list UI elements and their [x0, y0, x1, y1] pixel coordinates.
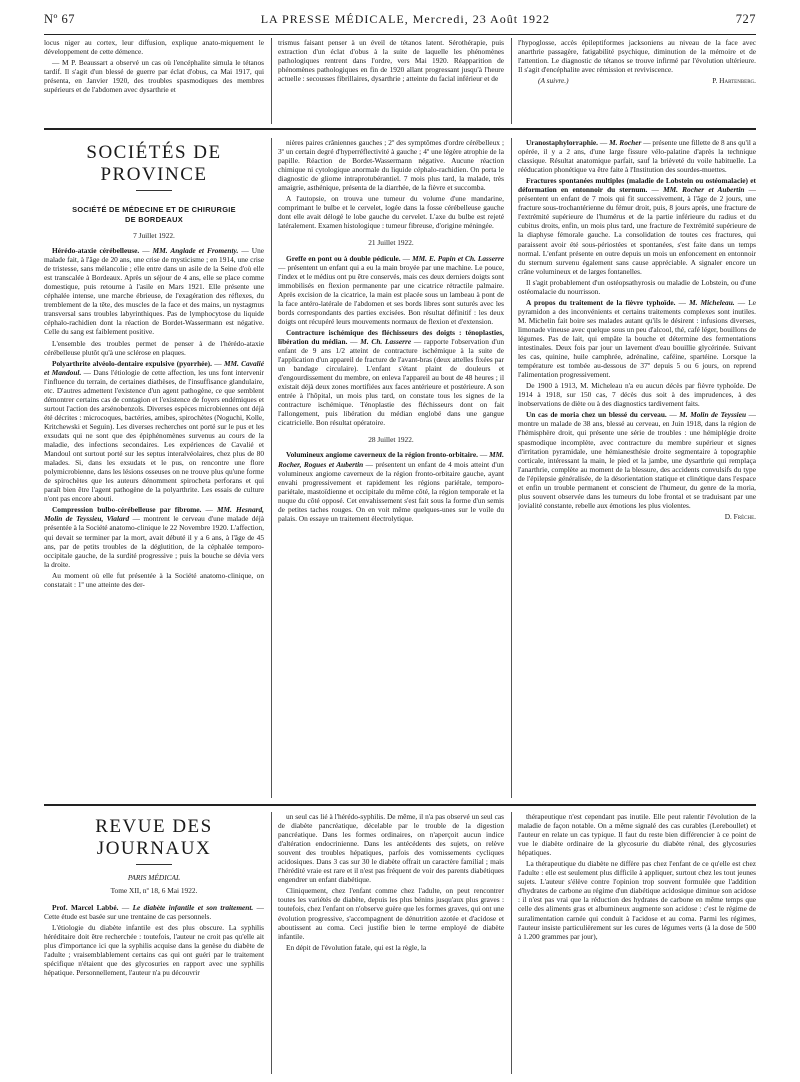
- column-divider: [271, 38, 272, 124]
- article-body: nières paires crâniennes gauches ; 2º des symptômes d'ordre cérébelleux ; 3º un certain degré d'hyperréflectivité à gauche ; 4º une légère atrophie de la papille. Réaction de Bordet-Wassermann négative. Aucune réaction chimique ni cytologique anormale du liquide céphalo-rachidien. On porta le diagnostic de gliome intraprotubérantiel. 7 mois plus tard, la malade, très amaigrie, asthénique, présenta de la diarrhée, de la fièvre et succomba.: [278, 138, 504, 193]
- running-title: LA PRESSE MÉDICALE, Mercredi, 23 Août 1922: [260, 12, 551, 26]
- article-title: Fractures spontanées multiples (maladie de Lobstein ou ostéomalacie) et déformation en entonnoir du sternum.: [518, 176, 756, 195]
- revue-column-1: [44, 812, 264, 1074]
- section-title-revue: REVUE DES JOURNAUX: [95, 816, 213, 859]
- article-body: A l'autopsie, on trouva une tumeur du volume d'une mandarine, comprimant le bulbe et le cervelet, logée dans la fosse cérébelleuse gauche dont elle avait délogé le lobe gauche du cervelet. L'axe du bulbe est rejeté latéralement. Examen histologique : tumeur fibreuse, d'origine méningée.: [278, 194, 504, 231]
- societes-column-2: [278, 138, 504, 798]
- article-paragraph: [278, 194, 504, 230]
- article-paragraph: [278, 886, 504, 940]
- article-authors: MM. Anglade et Fromenty.: [152, 246, 239, 256]
- revue-column-3: [518, 812, 756, 1074]
- article-body: présentent un enfant de 4 mois atteint d'un volumineux angiome caverneux de la région fronto-orbitaire gauche, ayant envahi progressivement et rapidement les régions pariétale, temporo-pariétale, mastoïdienne et occipitale du même côté, la région temporale et la nuque du côté opposé. Cet envahissement s'est fait sous la forme d'un semis de petites taches rouges. On en voit même quelques-unes sur le voile du palais. On essaye un traitement électrolytique.: [278, 459, 504, 523]
- article-body: Au moment où elle fut présentée à la Société anatomo-clinique, on constatait : 1º une atteinte des der-: [44, 570, 264, 589]
- column-divider: [511, 138, 512, 798]
- article-paragraph: [44, 923, 264, 977]
- article-title: Volumineux angiome caverneux de la région fronto-orbitaire.: [286, 450, 479, 460]
- meeting-date: 7 Juillet 1922.: [133, 231, 175, 240]
- article-body: De 1900 à 1913, M. Micheleau n'a eu aucun décès par fièvre typhoïde. De 1914 à 1918, sur 150 cas, 7 décès dus soit à des imprudences, à des inobservations de diète ou à des diagnostics tardivement faits.: [518, 381, 756, 409]
- article-authors: MM. Rocher et Aubertin: [663, 185, 745, 195]
- section-rule: [44, 128, 756, 130]
- header-rule: [44, 34, 756, 35]
- article-paragraph: [278, 943, 504, 952]
- article-paragraph: [44, 339, 264, 357]
- article-paragraph: [278, 138, 504, 192]
- paragraph-list: [278, 450, 504, 522]
- top-paragraph: l'hypoglosse, accès épileptiformes jacksoniens au niveau de la face avec anarthrie passagère, fatigabilité psychique, diminution de la mémoire et de l'attention. Le diagnostic de tétanos se trouve infirmé par l'évolution ultérieure. Il s'agit d'encéphalite avec rémission et reviviscence.: [518, 38, 756, 75]
- article-body: Dans l'étiologie de cette affection, les uns font intervenir l'influence du terrain, de certaines diathèses, de l'insuffisance glandulaire, etc. D'autres admettent l'existence d'un agent pathogène, ce que semblent démontrer certains cas de contagion et l'existence de foyers endémiques et surtout l'action des arsénobenzols. Diverses espèces microbiennes ont déjà été décrites : microcoques, bactéries, amibes, spirochètes (Noguchi, Kolle, Kritchewski et Seguin). Les diverses recherches ont porté sur le pus et les exsudats qui ne sont que des épiphénomènes survenus au cours de la maladie, des infections secondaires. Les expériences de Cavalié et Mandoul ont surtout porté sur les septus interalvéolaires, chez plus de 80 malades. Si, dans les exsudats et le pus, on rencontre une flore polymicrobienne, dans les lésions osseuses on ne trouve plus qu'une forme de spirochètes que les auteurs dénomment spirocheta perforans et qui paraît bien être l'agent pathogène de la polyarthrite. Les essais de culture n'ont pas encore abouti.: [44, 367, 264, 504]
- article-paragraph: Hérédo-ataxie cérébelleuse. — MM. Anglade et Fromenty. — Une malade fait, à l'âge de 20 ans, une crise de mysticisme ; en 1914, une crise de tristesse, sans mélancolie ; elle entre dans un asile de la Seine d'où elle est transcalée à Bordeaux. Après un séjour de 4 ans, elle se place comme domestique, puis retourne à l'asile en Mars 1921. Elle présente une céphalée intense, une marche ébrieuse, de l'exagération des réflexes, du tremblement de la tête, des muscles de la face et des mains, un nystagmus transversal sans troubles labyrinthiques. Pas de lymphocytose du liquide céphalo-rachidien dont la réaction de Bordet-Wassermann est négative. Celle du sang est faiblement positive.: [44, 246, 264, 337]
- journal-name: PARIS MÉDICAL: [127, 873, 181, 882]
- article-authors: MM. Hesnard, Molin de Teyssieu, Vialard: [44, 505, 264, 524]
- article-paragraph: [278, 812, 504, 884]
- article-authors: M. Micheleau.: [689, 297, 735, 307]
- column-divider: [271, 812, 272, 1074]
- article-body: En dépit de l'évolution fatale, qui est la règle, la: [286, 942, 427, 952]
- top-column-2: [278, 38, 504, 124]
- article-body: Cette étude est basée sur une trentaine de cas personnels.: [44, 912, 212, 922]
- article-body: présentent un enfant de 7 mois qui fit successivement, à l'âge de 2 jours, une fracture sous-trochantérienne du fémur droit, puis, 8 jours après, une fracture de l'extrémité supérieure de l'humérus et de la partie inférieure du radius et du cubitus droits, enfin, un mois plus tard, une fracture de l'extrémité supérieure de la diaphyse fémorale gauche. La consolidation de toutes ces fractures, qui paraissent avoir été sous-périostées et spontanées, s'est faite dans un temps normal. L'enfant présente en outre depuis un mois un enfoncement en entonnoir du sternum survenu également sans cause appréciable. A signaler encore un crâne volumineux et de larges fontanelles.: [518, 194, 756, 276]
- article-paragraph: Un cas de moria chez un blessé du cerveau. — M. Molin de Teyssieu — montre un malade de 38 ans, blessé au cerveau, en Juin 1918, dans la région de l'hémisphère droit, qui présente une série de troubles : une hémiplégie droite spasmodique incomplète, avec contracture du membre supérieur et signes d'irritation pyramidale, une hémianesthésie droite segmentaire à topographie corticale, intéressant la main, le pied et la jambe, une dysarthrie qui remplaça l'anarthrie, complète au moment de la blessure, des accidents convulsifs du type de l'épilepsie généralisée, de la désorientation statique et clinétique dans l'espace et enfin un trouble permanent et conscient de l'humeur, du genre de la moria, plus souvent observée dans les tumeurs du lobe frontal et se traduisant par une jovialité constante, rebelle aux émotions les plus violentes.: [518, 410, 756, 510]
- article-paragraph: Volumineux angiome caverneux de la région fronto-orbitaire. — MM. Rocher, Rogues et Aubertin — présentent un enfant de 4 mois atteint d'un volumineux angiome caverneux de la région fronto-orbitaire gauche, ayant envahi progressivement et rapidement les régions pariétale, temporo-pariétale, mastoïdienne et occipitale du même côté, la région temporale et la nuque du côté opposé. Cet envahissement s'est fait sous la forme d'un semis de petites taches rouges. On en voit même quelques-unes sur le voile du palais. On essaye un traitement électrolytique.: [278, 450, 504, 523]
- paragraph-list: [44, 246, 264, 589]
- article-title: Uranostaphylorraphie.: [526, 138, 599, 147]
- societes-column-3: [518, 138, 756, 798]
- article-paragraph: [518, 278, 756, 296]
- article-body: L'ensemble des troubles permet de penser à de l'hérédo-ataxie cérébelleuse plutôt qu'à une sclérose en plaques.: [44, 338, 264, 357]
- article-body: Cliniquement, chez l'enfant comme chez l'adulte, on peut rencontrer toutes les variétés de diabète, depuis les plus bénins jusqu'aux plus graves : toutefois, chez l'enfant on n'observe guère que les formes graves, qui ont une évolution progressive, s'accompagnent de dénutrition azotée et d'acidose et aboutissent au coma. Ceci justifie bien le terme employé de diabète infantile.: [278, 886, 504, 941]
- article-title: Un cas de moria chez un blessé du cerveau.: [526, 410, 667, 420]
- article-title: Compression bulbo-cérébelleuse par fibrome.: [52, 505, 202, 515]
- suivre-note: (A suivre.) P. Hartenberg.: [538, 76, 756, 86]
- column-divider: [271, 138, 272, 798]
- article-authors: M. Ch. Lasserre: [360, 336, 412, 346]
- article-authors: M. Molin de Teyssieu: [679, 410, 747, 420]
- article-title: Hérédo-ataxie cérébelleuse.: [52, 246, 140, 256]
- article-authors: Le diabète infantile et son traitement.: [132, 903, 254, 913]
- paragraph-list: [278, 138, 504, 230]
- article-paragraph: A propos du traitement de la fièvre typhoïde. — M. Micheleau. — Le pyramidon a des inconvénients et certains traitements complexes sont inutiles. M. Michelin fait boire ses malades autant qu'ils le désirent : infusions diverses, limonade vineuse avec quelque sous un peu d'alcool, thé, café léger, bouillons de légumes. Pas de lait, qui empâte la bouche et détermine des fermentations intestinales. Deux fois par jour un lavement d'eau bouillie glycérinée. Suivant les cas, quinine, huile camphrée, adrénaline, caféine, spartéine. Lorsque la température est tombée au-dessous de 37º depuis 5 ou 6 jours, on reprend l'alimentation progressivement.: [518, 297, 756, 380]
- article-body: thérapeutique n'est cependant pas inutile. Elle peut ralentir l'évolution de la maladie de façon notable. On a même signalé des cas curables (Lereboullet) et l'auteur en relate un cas typique. Il faut du reste bien différencier à ce point de vue le diabète ordinaire de la glycosurie du diabète rénal, des glycosuries hépatiques.: [518, 812, 756, 858]
- article-body: un seul cas lié à l'hérédo-syphilis. De même, il n'a pas observé un seul cas de diabète pancréatique, décelable par le trouble de la digestion pancréatique. Dans les formes ordinaires, on n'aperçoit aucun indice d'altération endocrinienne. Dans les antécédents des sujets, on relève souvent des troubles hépatiques, parfois des vomissements cycliques acidosiques. Dans 3 cas sur 30 le diabète offrait un caractère familial ; mais l'hérédité vraie est rare et il n'est pas fréquent de voir des parents diabétiques engendrer un enfant diabétique.: [278, 812, 504, 885]
- paragraph-list: [518, 138, 756, 510]
- article-body: montrent le cerveau d'une malade déjà présentée à la Société anatomo-clinique le 22 Novembre 1920. L'affection, qui devait se terminer par la mort, avait débuté il y a 6 ans, à l'âge de 45 ans, par de petits troubles de la déglutition, de la céphalée temporo-occipitale gauche, de la surdité progressive ; puis la bouche se dévia vers la droite.: [44, 514, 264, 569]
- article-authors: MM. Cavalié et Mandoul.: [44, 358, 264, 377]
- title-rule: [136, 190, 172, 191]
- article-paragraph: Prof. Marcel Labbé. — Le diabète infantile et son traitement. — Cette étude est basée sur une trentaine de cas personnels.: [44, 903, 264, 922]
- issue-number: Nº 67: [44, 12, 76, 26]
- paragraph-list: [278, 254, 504, 428]
- society-name: SOCIÉTÉ DE MÉDECINE ET DE CHIRURGIE DE BORDEAUX: [72, 205, 236, 224]
- section-rule: [44, 804, 756, 806]
- article-paragraph: Uranostaphylorraphie. — M. Rocher — présente une fillette de 8 ans qu'il a opérée, il y a 2 ans, d'une large fissure vélo-palatine d'après la technique classique. Résultat anatomique parfait, sauf la brièveté du voile habituelle. La rééducation phonétique va être faite à l'Institution des sourdes-muettes.: [518, 138, 756, 175]
- article-body: Il s'agit probablement d'un ostéopsathyrosis ou maladie de Lobstein, ou d'une ostéomalacie du nourrisson.: [518, 277, 756, 296]
- top-paragraph: locus niger au cortex, leur diffusion, explique anato-miquement le développement de cette démence.: [44, 38, 264, 57]
- paragraph-list: [44, 903, 264, 977]
- top-column-1: [44, 38, 264, 124]
- article-authors: M. Rocher: [609, 138, 642, 147]
- section-title-societes: SOCIÉTÉS DE PROVINCE: [86, 142, 222, 185]
- article-paragraph: [518, 381, 756, 408]
- article-body: L'étiologie du diabète infantile est des plus obscure. La syphilis héréditaire doit être recherchée : toutefois, l'auteur ne croit pas qu'elle ait plus d'importance ici que la syphilis acquise dans la genèse du diabète de l'adulte ; vraisemblablement certains cas qui ont guéri par le traitement spécifique n'étaient que des glycosuries en rapport avec une syphilis hépatique. Personnellement, l'auteur n'a pu découvrir: [44, 923, 264, 978]
- page-header: [44, 12, 756, 30]
- article-paragraph: Contracture ischémique des fléchisseurs des doigts : ténoplasties, libération du médian. — M. Ch. Lasserre — rapporte l'observation d'un enfant de 9 ans 1/2 atteint de contracture ischémique à la suite de l'application d'un appareil de fracture de l'avant-bras (deux attelles fixées par un bandage circulaire). L'enfant s'étant plaint de douleurs et d'engourdissement du membre, on enleva l'appareil au bout de 48 heures ; il existait déjà deux zones mortifiées aux faces antérieure et postérieure. A son entrée à l'hôpital, un mois plus tard, on constate tous les signes de la contracture ischémique. Ténoplastie des fléchisseurs dont on fait l'allongement, puis libération du médian englobé dans une gangue cicatricielle. Bon résultat opératoire.: [278, 327, 504, 428]
- article-paragraph: Greffe en pont ou à double pédicule. — MM. E. Papin et Ch. Lasserre — présentent un enfant qui a eu la main broyée par une machine. Le pouce, l'index et le médius ont pu être conservés, mais ces deux derniers doigts sont immobilisés en flexion permanente par une cicatrice rétractile palmaire. Après excision de la cicatrice, la main est placée sous un lambeau à pont de la face antéro-latérale de l'abdomen et ses bords libres sont suturés avec les bords correspondants des parties excisées. Bon résultat définitif : les deux doigts ont récupéré leurs mouvements normaux de flexion et d'extension.: [278, 253, 504, 326]
- article-title: Prof. Marcel Labbé.: [52, 903, 119, 913]
- article-paragraph: Fractures spontanées multiples (maladie de Lobstein ou ostéomalacie) et déformation en entonnoir du sternum. — MM. Rocher et Aubertin — présentent un enfant de 7 mois qui fit successivement, à l'âge de 2 jours, une fracture sous-trochantérienne du fémur droit, puis, 8 jours après, une fracture de l'extrémité supérieure de l'humérus et de la partie inférieure du radius et du cubitus droits, enfin, un mois plus tard, une fracture de l'extrémité supérieure de la diaphyse fémorale gauche. La consolidation de toutes ces fractures, qui paraissent avoir été sous-périostées et spontanées, s'est faite dans un temps normal. L'enfant présente en outre depuis un mois un enfoncement en entonnoir du sternum survenu également sans cause appréciable. A signaler encore un crâne volumineux et de larges fontanelles.: [518, 176, 756, 276]
- article-body: présente une fillette de 8 ans qu'il a opérée, il y a 2 ans, d'une large fissure vélo-palatine d'après la technique classique. Résultat anatomique parfait, sauf la brièveté du voile habituelle. La rééducation phonétique va être faite à l'Institution des sourdes-muettes.: [518, 138, 756, 175]
- top-column-3: [518, 38, 756, 124]
- journal-issue: Tome XII, nº 18, 6 Mai 1922.: [110, 886, 198, 896]
- meeting-date: 21 Juillet 1922.: [368, 238, 414, 248]
- top-paragraph: trismus faisant penser à un éveil de tétanos latent. Sérothérapie, puis extraction d'un éclat d'obus à la suite de laquelle les phénomènes pathologiques rentrent dans l'ordre, vers Mai 1920. Réapparition de phénomènes pathologiques en fin de 1920 allant progressant jusqu'à l'heure actuelle : secousses fibrillaires, dysarthrie ; atteinte du facial inférieur et de: [278, 38, 504, 84]
- article-body: Le pyramidon a des inconvénients et certains traitements complexes sont inutiles. M. Michelin fait boire ses malades autant qu'ils le désirent : infusions diverses, limonade vineuse avec quelque sous un peu d'alcool, thé, café léger, bouillons de légumes. Pas de lait, qui empâte la bouche et détermine des fermentations intestinales. Deux fois par jour un lavement d'eau bouillie glycérinée. Suivant les cas, quinine, huile camphrée, adrénaline, caféine, spartéine. Lorsque la température est tombée au-dessous de 37º depuis 5 ou 6 jours, on reprend l'alimentation progressivement.: [518, 297, 756, 380]
- meeting-date: 28 Juillet 1922.: [368, 435, 414, 445]
- article-paragraph: Compression bulbo-cérébelleuse par fibrome. — MM. Hesnard, Molin de Teyssieu, Vialard — montrent le cerveau d'une malade déjà présentée à la Société anatomo-clinique le 22 Novembre 1920. L'affection, qui devait se terminer par la mort, avait débuté il y a 6 ans, à l'âge de 45 ans, par de petits troubles de la déglutition, de la céphalée temporo-occipitale gauche, de la surdité progressive ; puis la bouche se dévia vers la droite.: [44, 505, 264, 569]
- societes-column-1: [44, 138, 264, 798]
- column-divider: [511, 812, 512, 1074]
- paragraph-list: [278, 812, 504, 952]
- article-body: La thérapeutique du diabète ne diffère pas chez l'enfant de ce qu'elle est chez l'adulte : elle est seulement plus difficile à appliquer, surtout chez les tout jeunes sujets. L'auteur s'élève contre l'opinion trop souvent formulée que l'addition d'hydrates de carbone au régime d'un diabétique acidosique diminue son acidose : il n'est pas vrai que la réduction des hydrates de carbone en même temps que celle des aliments gras et albumineux augmente son acidose : c'est le régime de suralimentation carnée qui conduit à l'acidose et au coma. Parmi les régimes, l'auteur insiste particulièrement sur les cures de légumes verts (à la dose de 500 à 1.200 grammes par jour),: [518, 859, 756, 941]
- article-body: montre un malade de 38 ans, blessé au cerveau, en Juin 1918, dans la région de l'hémisphère droit, qui présente une série de troubles : une hémiplégie droite spasmodique incomplète, avec contracture du membre supérieur et signes d'irritation pyramidale, une hémianesthésie droite segmentaire à topographie corticale, intéressant la main, le pied et la jambe, une dysarthrie qui remplaça l'anarthrie, complète au moment de la blessure, des accidents convulsifs du type de l'épilepsie généralisée, de la désorientation statique et clinétique dans l'espace et enfin un trouble permanent et conscient de l'humeur, du genre de la moria, plus souvent observée dans les tumeurs du lobe frontal et se traduisant par une jovialité constante, rebelle aux émotions les plus violentes.: [518, 419, 756, 510]
- article-body: Une malade fait, à l'âge de 20 ans, une crise de mysticisme ; en 1914, une crise de tristesse, sans mélancolie ; elle entre dans un asile de la Seine d'où elle est transcalée à Bordeaux. Après un séjour de 4 ans, elle se place comme domestique, puis retourne à l'asile en Mars 1921. Elle présente une céphalée intense, une marche ébrieuse, de l'exagération des réflexes, du tremblement de la tête, des muscles de la face et des mains, un nystagmus transversal sans troubles labyrinthiques. Pas de lymphocytose du liquide céphalo-rachidien dont la réaction de Bordet-Wassermann est négative. Celle du sang est faiblement positive.: [44, 246, 264, 337]
- article-title: Greffe en pont ou à double pédicule.: [286, 253, 401, 263]
- article-authors: MM. Rocher, Rogues et Aubertin: [278, 450, 504, 469]
- page-number: 727: [735, 12, 756, 26]
- article-title: Polyarthrite alvéolo-dentaire expulsive (pyorrhée).: [52, 358, 212, 368]
- title-rule: [136, 864, 172, 865]
- top-paragraph: — M P. Beaussart a observé un cas où l'encéphalite simula le tétanos tardif. Il s'agit d'un blessé de guerre par éclat d'obus, ca Mai 1917, qui présenta, en Janvier 1920, des troubles spasmodiques des membres supérieurs et de l'abdomen avec dysarthrie et: [44, 58, 264, 95]
- article-body: présentent un enfant qui a eu la main broyée par une machine. Le pouce, l'index et le médius ont pu être conservés, mais ces deux derniers doigts sont immobilisés en flexion permanente par une cicatrice rétractile palmaire. Après excision de la cicatrice, la main est placée sous un lambeau à pont de la face antéro-latérale de l'abdomen et ses bords libres sont suturés avec les bords correspondants des parties excisées. Bon résultat définitif : les deux doigts ont récupéré leurs mouvements normaux de flexion et d'extension.: [278, 262, 504, 326]
- paragraph-list: [518, 812, 756, 941]
- column-divider: [511, 38, 512, 124]
- article-title: Contracture ischémique des fléchisseurs des doigts : ténoplasties, libération du médian.: [278, 327, 504, 346]
- revue-column-2: [278, 812, 504, 1074]
- article-title: A propos du traitement de la fièvre typhoïde.: [526, 297, 676, 307]
- author-signature: P. Hartenberg.: [712, 76, 756, 86]
- author-signature: D. Frèche.: [724, 511, 756, 521]
- article-paragraph: [518, 859, 756, 940]
- article-paragraph: Polyarthrite alvéolo-dentaire expulsive (pyorrhée). — MM. Cavalié et Mandoul. — Dans l'étiologie de cette affection, les uns font intervenir l'influence du terrain, de certaines diathèses, de l'insuffisance glandulaire, etc. D'autres admettent l'existence d'un agent pathogène, ce que semblent démontrer certains cas de contagion et l'existence de foyers endémiques et surtout l'action des arsénobenzols. Diverses espèces microbiennes ont déjà été décrites : microcoques, bactéries, amibes, spirochètes (Noguchi, Kolle, Kritchewski et Seguin). Les diverses recherches ont porté sur le pus et les exsudats qui ne sont que des épiphénomènes survenus au cours de la maladie, des infections secondaires. Les expériences de Cavalié et Mandoul ont surtout porté sur les septus interalvéolaires, chez plus de 80 malades. Si, dans les exsudats et le pus, on rencontre une flore polymicrobienne, dans les lésions osseuses on ne trouve plus qu'une forme de spirochètes que les auteurs dénomment spirocheta perforans et qui paraît bien être l'agent pathogène de la polyarthrite. Les essais de culture n'ont pas encore abouti.: [44, 358, 264, 504]
- article-body: rapporte l'observation d'un enfant de 9 ans 1/2 atteint de contracture ischémique à la suite de l'application d'un appareil de fracture de l'avant-bras (deux attelles fixées par un bandage circulaire). L'enfant s'étant plaint de douleurs et d'engourdissement du membre, on enleva l'appareil au bout de 48 heures ; il existait déjà deux zones mortifiées aux faces antérieure et postérieure. A son entrée à l'hôpital, un mois plus tard, on constate tous les signes de la contracture ischémique. Ténoplastie des fléchisseurs dont on fait l'allongement, puis libération du médian englobé dans une gangue cicatricielle. Bon résultat opératoire.: [278, 336, 504, 428]
- article-paragraph: [518, 812, 756, 857]
- article-paragraph: [44, 571, 264, 589]
- article-authors: MM. E. Papin et Ch. Lasserre: [412, 253, 504, 263]
